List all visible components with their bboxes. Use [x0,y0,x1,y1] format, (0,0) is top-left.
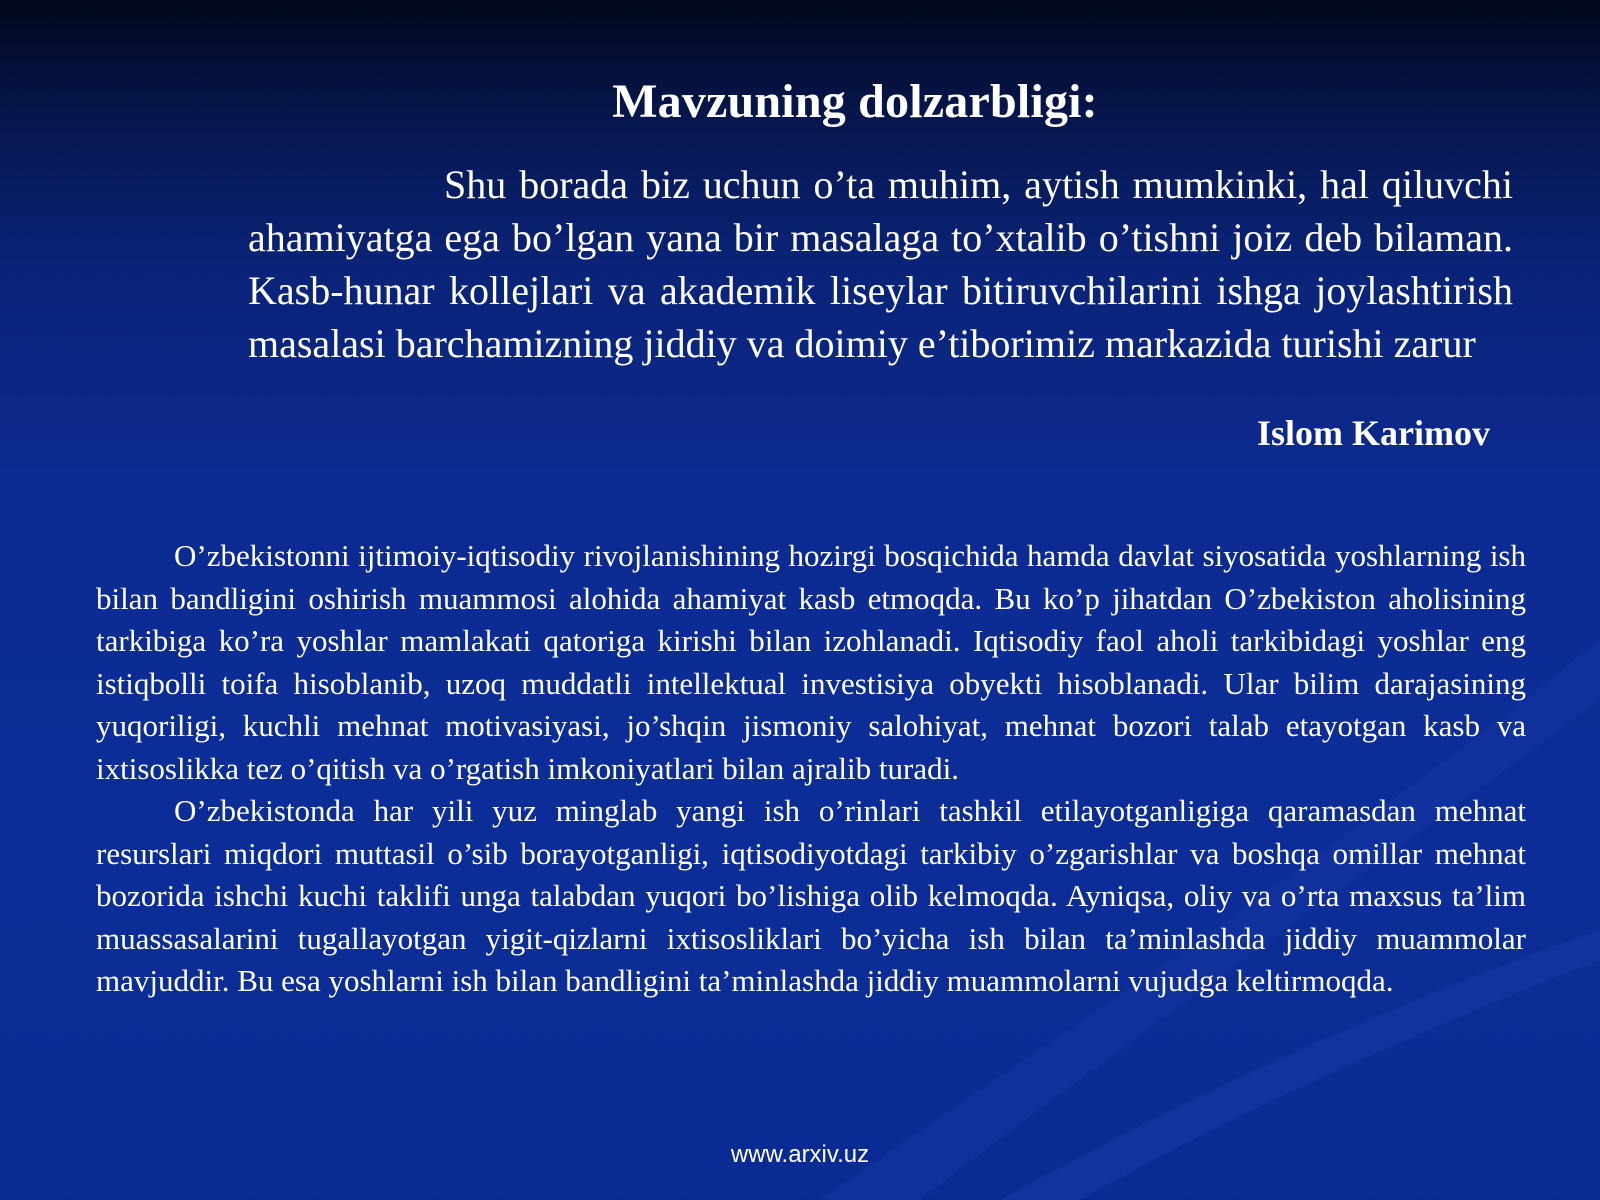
body-text [96,535,1526,1003]
quote-text: Shu borada biz uchun o’ta muhim, aytish mumkinki, hal qiluvchi ahamiyatga ega bo’lgan yana bir masalaga to’xtalib o’tishni joiz deb bilaman. Kasb-hunar kollejlari va akademik liseylar bitiruvchilarini ishga joylashtirish masalasi barchamizning jiddiy va doimiy e’tiborimiz markazida turishi zarur [248,162,1513,366]
footer-url: www.arxiv.uz [730,1141,870,1168]
body-paragraph: O’zbekistonda har yili yuz minglab yangi ish o’rinlari tashkil etilayotganligiga qaramasdan mehnat resurslari miqdori muttasil o’sib borayotganligi, iqtisodiyotdagi tarkibiy o’zgarishlar va boshqa omillar mehnat bozorida ishchi kuchi taklifi unga talabdan yuqori bo’lishiga olib kelmoqda. Ayniqsa, oliy va o’rta maxsus ta’lim muassasalarini tugallayotgan yigit-qizlarni ixtisosliklari bo’yicha ish bilan ta’minlashda jiddiy muammolar mavjuddir. Bu esa yoshlarni ish bilan bandligini ta’minlashda jiddiy muammolarni vujudga keltirmoqda. [96,793,1526,998]
quote-author: Islom Karimov [1257,413,1490,453]
body-paragraph: O’zbekistonni ijtimoiy-iqtisodiy rivojlanishining hozirgi bosqichida hamda davlat siyosatida yoshlarning ish bilan bandligini oshirish muammosi alohida ahamiyat kasb etmoqda. Bu ko’p jihatdan O’zbekiston aholisining tarkibiga ko’ra yoshlar mamlakati qatoriga kirishi bilan izohlanadi. Iqtisodiy faol aholi tarkibidagi yoshlar eng istiqbolli toifa hisoblanib, uzoq muddatli intellektual investisiya obyekti hisoblanadi. Ular bilim darajasining yuqoriligi, kuchli mehnat motivasiyasi, jo’shqin jismoniy salohiyat, mehnat bozori talab etayotgan kasb va ixtisoslikka tez o’qitish va o’rgatish imkoniyatlari bilan ajralib turadi. [96,538,1526,786]
slide-title: Mavzuning dolzarbligi: [612,75,1098,128]
